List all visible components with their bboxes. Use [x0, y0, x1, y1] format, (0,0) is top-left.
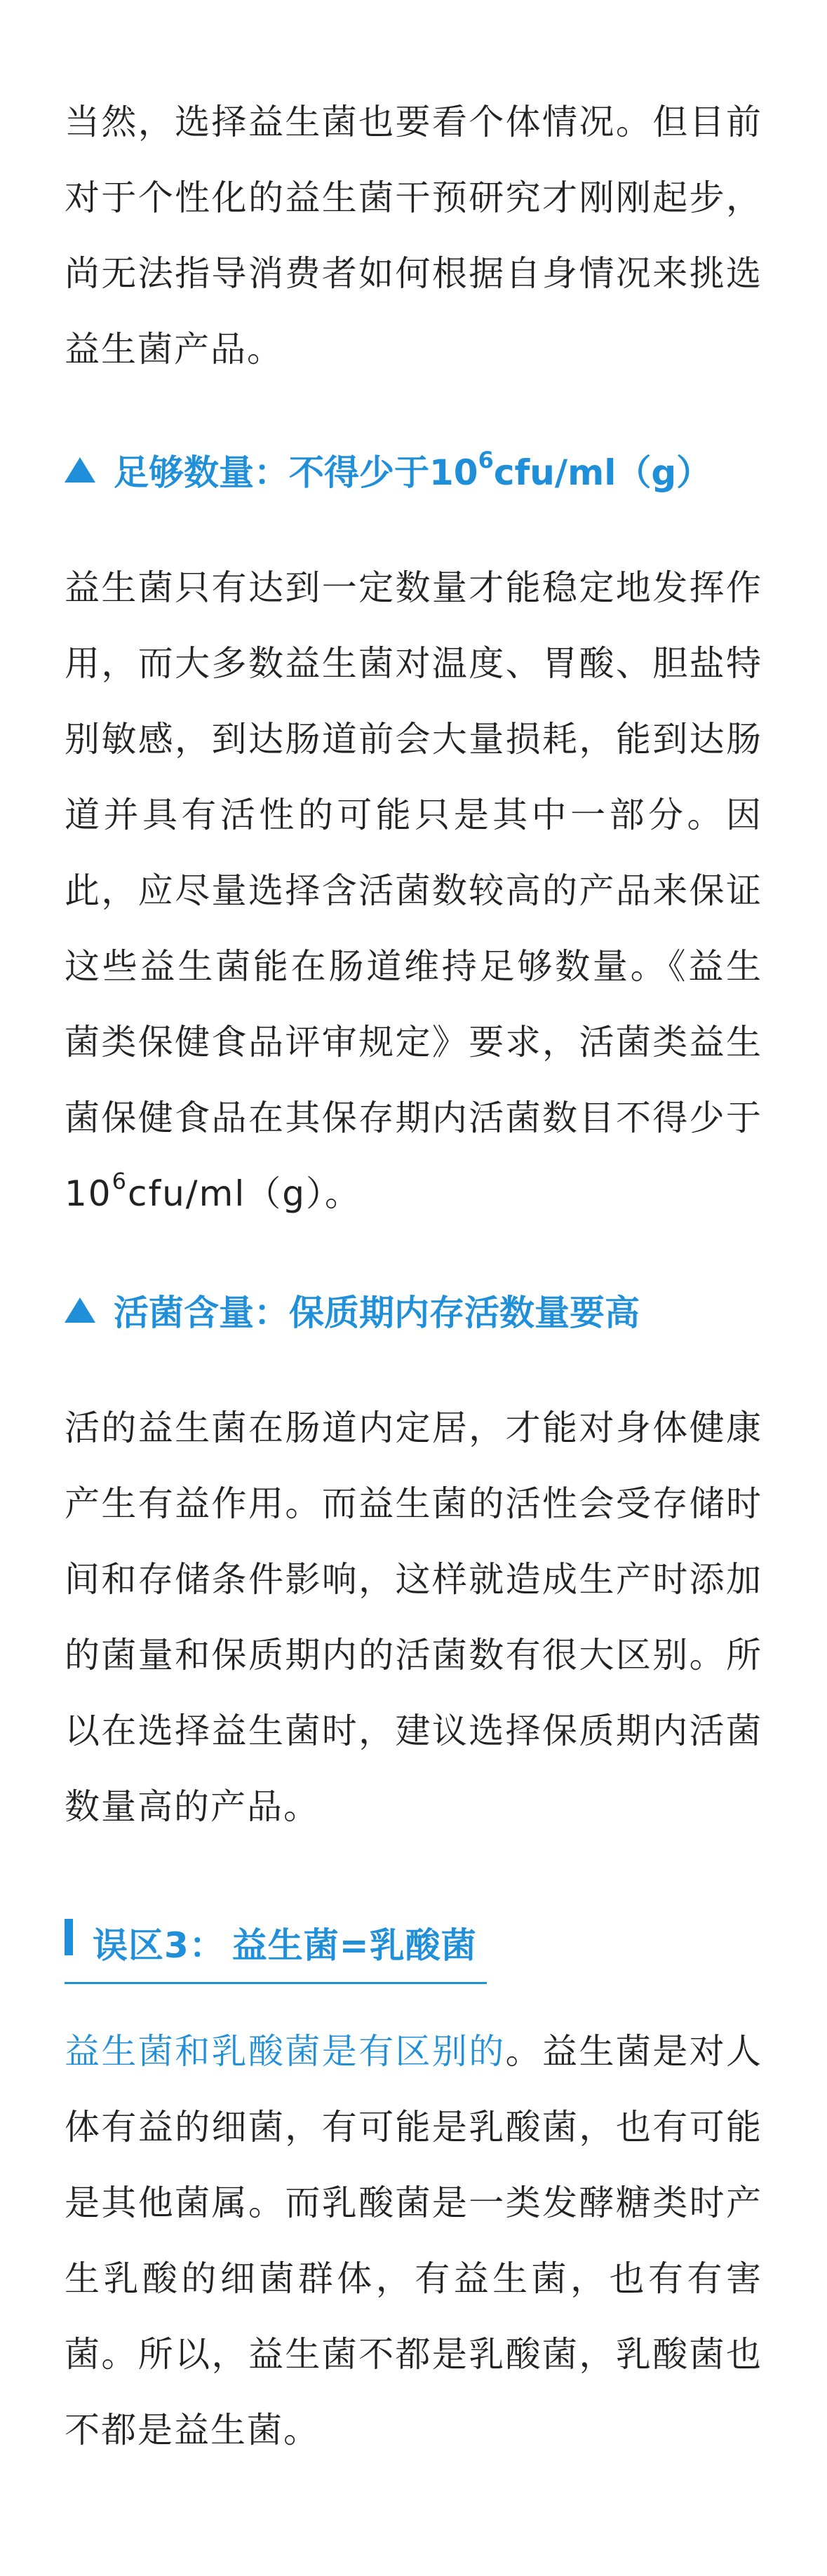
quantity-heading-text: 足够数量：不得少于$10^6cfu/ml(g)$	[114, 447, 712, 493]
quantity-heading	[65, 447, 762, 498]
live-heading-text: 活菌含量：保质期内存活数量要高	[114, 1293, 640, 1333]
myth3-heading	[65, 1917, 762, 1984]
myth3-heading-underline	[65, 1917, 487, 1984]
intro-paragraph: 当然，选择益生菌也要看个体情况。但目前对于个性化的益生菌干预研究才刚刚起步，尚无法指导消费者如何根据自身情况来挑选益生菌产品。	[65, 102, 762, 370]
myth3-paragraph: 益生菌和乳酸菌是有区别的。益生菌是对人体有益的细菌，有可能是乳酸菌，也有可能是其他菌属。而乳酸菌是一类发酵糖类时产生乳酸的细菌群体，有益生菌，也有有害菌。所以，益生菌不都是乳酸菌，乳酸菌也不都是益生菌。	[65, 2031, 763, 2450]
quantity-paragraph: 益生菌只有达到一定数量才能稳定地发挥作用，而大多数益生菌对温度、胃酸、胆盐特别敏感，到达肠道前会大量损耗，能到达肠道并具有活性的可能只是其中一部分。因此，应尽量选择含活菌数较高的产品来保证这些益生菌能在肠道维持足够数量。《益生菌类保健食品评审规定》要求，活菌类益生菌保健食品在其保存期内活菌数目不得少于$10^6cfu/ml(g)$。	[65, 567, 762, 1214]
triangle-up-icon	[65, 457, 95, 483]
myth3-highlight: 益生菌和乳酸菌是有区别的	[65, 2031, 506, 2072]
live-heading	[65, 1288, 762, 1338]
vertical-bar-icon	[65, 1919, 73, 1955]
triangle-up-icon	[65, 1297, 95, 1323]
live-paragraph: 活的益生菌在肠道内定居，才能对身体健康产生有益作用。而益生菌的活性会受存储时间和存储条件影响，这样就造成生产时添加的菌量和保质期内的活菌数有很大区别。所以在选择益生菌时，建议选择保质期内活菌数量高的产品。	[65, 1408, 762, 1827]
myth3-heading-text: 误区3： 益生菌=乳酸菌	[93, 1925, 477, 1966]
